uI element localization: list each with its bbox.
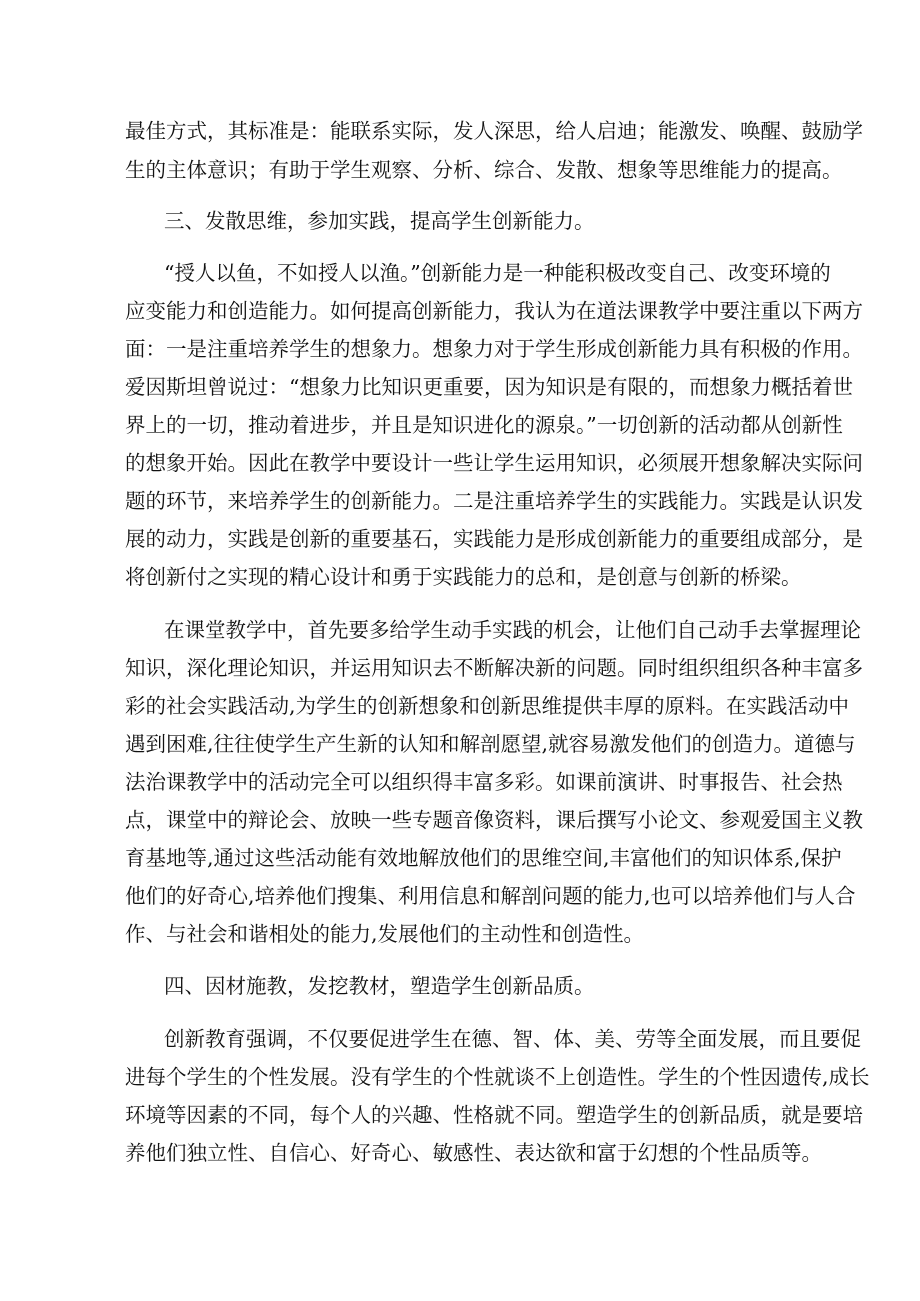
text-line: 遇到困难,往往使学生产生新的认知和解剖愿望,就容易激发他们的创造力。道德与 xyxy=(125,732,856,756)
text-line: 将创新付之实现的精心设计和勇于实践能力的总和，是创意与创新的桥梁。 xyxy=(125,565,802,589)
text-line: 彩的社会实践活动,为学生的创新想象和创新思维提供丰厚的原料。在实践活动中 xyxy=(125,694,850,718)
text-line: 面：一是注重培养学生的想象力。想象力对于学生形成创新能力具有积极的作用。 xyxy=(125,337,863,361)
text-line: 作、与社会和谐相处的能力,发展他们的主动性和创造性。 xyxy=(125,922,645,946)
text-line: 题的环节，来培养学生的创新能力。二是注重培养学生的实践能力。实践是认识发 xyxy=(125,489,863,513)
text-line: “授人以鱼，不如授人以渔。”创新能力是一种能积极改变自己、改变环境的 xyxy=(164,261,831,285)
text-line: 的想象开始。因此在教学中要设计一些让学生运用知识，必须展开想象解决实际问 xyxy=(125,451,863,475)
text-line: 生的主体意识；有助于学生观察、分析、综合、发散、想象等思维能力的提高。 xyxy=(125,158,843,182)
text-line: 育基地等,通过这些活动能有效地解放他们的思维空间,丰富他们的知识体系,保护 xyxy=(125,846,842,870)
text-line: 界上的一切，推动着进步，并且是知识进化的源泉。”一切创新的活动都从创新性 xyxy=(125,413,843,437)
text-line: 知识，深化理论知识，并运用知识去不断解决新的问题。同时组织组织各种丰富多 xyxy=(125,656,863,680)
text-line: 进每个学生的个性发展。没有学生的个性就谈不上创造性。学生的个性因遗传,成长 xyxy=(125,1065,870,1089)
text-line: 展的动力，实践是创新的重要基石，实践能力是形成创新能力的重要组成部分，是 xyxy=(125,527,863,551)
text-line: 创新教育强调，不仅要促进学生在德、智、体、美、劳等全面发展，而且要促 xyxy=(164,1027,861,1051)
text-line: 养他们独立性、自信心、好奇心、敏感性、表达欲和富于幻想的个性品质等。 xyxy=(125,1141,822,1165)
text-line: 环境等因素的不同，每个人的兴趣、性格就不同。塑造学生的创新品质，就是要培 xyxy=(125,1103,863,1127)
text-line: 在课堂教学中，首先要多给学生动手实践的机会，让他们自己动手去掌握理论 xyxy=(164,618,861,642)
text-line: 最佳方式，其标准是：能联系实际，发人深思，给人启迪；能激发、唤醒、鼓励学 xyxy=(125,119,863,143)
text-line: 应变能力和创造能力。如何提高创新能力，我认为在道法课教学中要注重以下两方 xyxy=(125,299,863,323)
text-line: 他们的好奇心,培养他们搜集、利用信息和解剖问题的能力,也可以培养他们与人合 xyxy=(125,884,856,908)
text-line: 三、发散思维，参加实践，提高学生创新能力。 xyxy=(164,209,595,233)
text-line: 爱因斯坦曾说过：“想象力比知识更重要，因为知识是有限的，而想象力概括着世 xyxy=(125,375,853,399)
text-line: 法治课教学中的活动完全可以组织得丰富多彩。如课前演讲、时事报告、社会热 xyxy=(125,770,843,794)
text-line: 点，课堂中的辩论会、放映一些专题音像资料，课后撰写小论文、参观爱国主义教 xyxy=(125,808,863,832)
text-line: 四、因材施教，发挖教材，塑造学生创新品质。 xyxy=(164,974,595,998)
